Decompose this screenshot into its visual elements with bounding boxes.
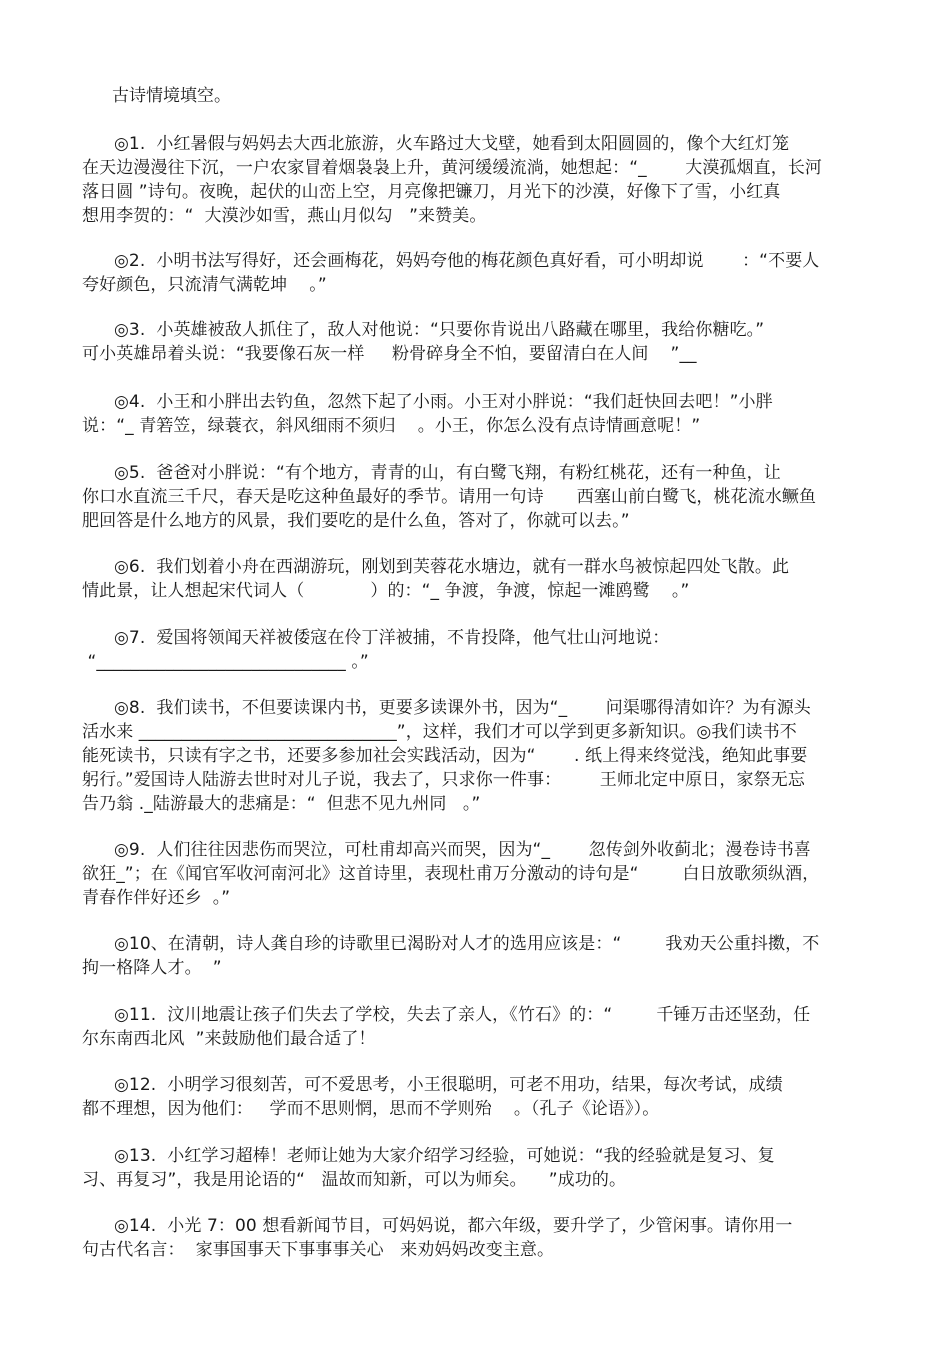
question-line: ◎4. 小王和小胖出去钓鱼，忽然下起了小雨。小王对小胖说：“我们赶快回去吧！”小胖 (114, 392, 773, 412)
question-line: ◎10、在清朝，诗人龚自珍的诗歌里已渴盼对人才的选用应该是：“ 我劝天公重抖擞，不 (114, 934, 820, 954)
question-13 (82, 1144, 862, 1192)
question-line: ◎5. 爸爸对小胖说：“有个地方，青青的山，有白鹭飞翔，有粉红桃花，还有一种鱼，让 (114, 463, 781, 483)
question-line: 在天边漫漫往下沉，一户农家冒着烟袅袅上升，黄河缓缓流淌，她想起：“_ 大漠孤烟直，长河 (82, 158, 823, 178)
question-line: ◎13. 小红学习超棒！老师让她为大家介绍学习经验，可她说：“我的经验就是复习、复 (114, 1146, 775, 1166)
question-line: 句古代名言： 家事国事天下事事事关心 来劝妈妈改变主意。 (82, 1240, 555, 1260)
question-1 (82, 132, 862, 228)
question-line: 说：“_ 青箬笠，绿蓑衣，斜风细雨不须归 。小王，你怎么没有点诗情画意呢！” (82, 416, 701, 436)
question-8 (82, 696, 862, 816)
question-line: 想用李贺的：“ 大漠沙如雪，燕山月似勾 ”来赞美。 (82, 206, 487, 226)
question-line: ◎12. 小明学习很刻苦，可不爱思考，小王很聪明，可老不用功，结果，每次考试，成绩 (114, 1075, 783, 1095)
question-12 (82, 1073, 862, 1121)
question-line: 肥回答是什么地方的风景，我们要吃的是什么鱼，答对了，你就可以去。” (82, 511, 630, 531)
question-5 (82, 461, 862, 533)
question-line: ◎14. 小光 7：00 想看新闻节目，可妈妈说，都六年级，要升学了，少管闲事。请你用一 (114, 1216, 793, 1236)
question-line: 欲狂_”；在《闻官军收河南河北》这首诗里，表现杜甫万分激动的诗句是“ 白日放歌须纵酒， (82, 864, 820, 884)
question-line: ◎11. 汶川地震让孩子们失去了学校，失去了亲人，《竹石》的：“ 千锤万击还坚劲，任 (114, 1005, 811, 1025)
question-line: 活水来 ______________________________”，这样，我们才可以学到更多新知识。◎我们读书不 (82, 722, 797, 742)
question-4 (82, 390, 862, 438)
question-line: “_____________________________ 。” (82, 652, 369, 672)
question-2 (82, 249, 862, 297)
question-line: 能死读书，只读有字之书，还要多参加社会实践活动，因为“ . 纸上得来终觉浅，绝知此事要 (82, 746, 808, 766)
question-10 (82, 932, 862, 980)
question-line: 拘一格降人才。 ” (82, 958, 222, 978)
question-line: 告乃翁 ._陆游最大的悲痛是：“ 但悲不见九州同 。” (82, 794, 481, 814)
question-line: 你口水直流三千尺，春天是吃这种鱼最好的季节。请用一句诗 西塞山前白鹭飞，桃花流水鳜鱼 (82, 487, 817, 507)
question-line: 躬行。”爱国诗人陆游去世时对儿子说，我去了，只求你一件事： 王师北定中原日，家祭无忘 (82, 770, 805, 790)
question-line: 都不理想，因为他们： 学而不思则惘，思而不学则殆 。（孔子《论语》）。 (82, 1099, 660, 1119)
question-14 (82, 1214, 862, 1262)
question-line: 青春作伴好还乡 。” (82, 888, 231, 908)
question-11 (82, 1003, 862, 1051)
question-line: ◎7. 爱国将领闻天祥被倭寇在伶丁洋被捕，不肯投降，他气壮山河地说： (114, 628, 670, 648)
question-7 (82, 626, 862, 674)
question-6 (82, 555, 862, 603)
question-line: ◎2. 小明书法写得好，还会画梅花，妈妈夸他的梅花颜色真好看，可小明却说 ：“不要人 (114, 251, 820, 271)
question-line: 尔东南西北风 ”来鼓励他们最合适了！ (82, 1029, 376, 1049)
question-3 (82, 318, 862, 366)
question-line: ◎8. 我们读书，不但要读课内书，更要多读课外书，因为“_ 问渠哪得清如许？为有源头 (114, 698, 811, 718)
question-line: ◎6. 我们划着小舟在西湖游玩，刚划到芙蓉花水塘边，就有一群水鸟被惊起四处飞散。此 (114, 557, 790, 577)
question-9 (82, 838, 862, 910)
question-line: 习、再复习”，我是用论语的“ 温故而知新，可以为师矣。 ”成功的。 (82, 1170, 627, 1190)
question-line: 情此景，让人想起宋代词人（ ）的：“_ 争渡，争渡，惊起一滩鸥鹭 。” (82, 581, 690, 601)
question-line: 可小英雄昂着头说：“我要像石灰一样 粉骨碎身全不怕，要留清白在人间 ”__ (82, 344, 697, 364)
question-line: 夸好颜色，只流清气满乾坤 。” (82, 275, 327, 295)
question-line: ◎1. 小红暑假与妈妈去大西北旅游，火车路过大戈壁，她看到太阳圆圆的，像个大红灯笼 (114, 134, 790, 154)
question-line: ◎9. 人们往往因悲伤而哭泣，可杜甫却高兴而哭，因为“_ 忽传剑外收蓟北；漫卷诗书喜 (114, 840, 811, 860)
question-line: ◎3. 小英雄被敌人抓住了，敌人对他说：“只要你肯说出八路藏在哪里，我给你糖吃。” (114, 320, 765, 340)
question-line: 落日圆 ”诗句。夜晚，起伏的山峦上空，月亮像把镰刀，月光下的沙漠，好像下了雪，小红真 (82, 182, 781, 202)
page-title: 古诗情境填空。 (112, 86, 231, 106)
